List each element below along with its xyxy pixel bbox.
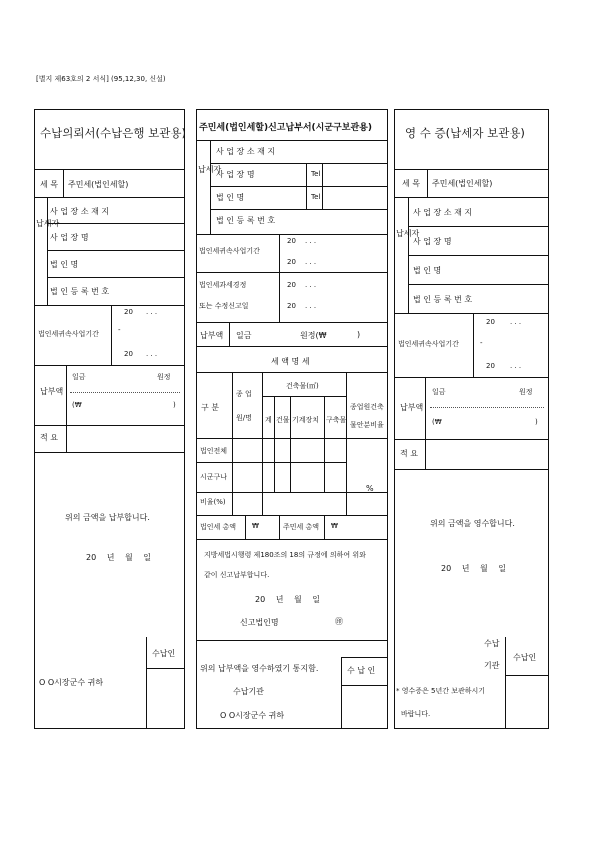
form-number-note: [별지 제63호의 2 서식] (95,12,30, 신설)	[36, 75, 166, 83]
row-corp-total: 법인전체	[200, 447, 228, 455]
col-sub-building: 건물	[276, 416, 290, 424]
left-date: 20 년 월 일	[86, 553, 151, 562]
mid-corp-registration-label: 법 인 등 록 번 호	[216, 216, 276, 225]
receipt-payment-label: 납부액	[400, 403, 424, 412]
correction-label-1: 법인세과세경정	[199, 281, 247, 289]
receiver-label: 수납인	[152, 649, 176, 658]
col-ratio-2: 물안분비율	[350, 421, 384, 429]
receipt-border	[394, 109, 549, 729]
mid-taxpayer-vertical-label: 납세자	[198, 165, 222, 174]
bank-copy-title: 수납의뢰서(수납은행 보관용)	[40, 126, 186, 140]
reporter-label: 신고법인명	[240, 618, 279, 627]
city-copy-title: 주민세(법인세할)신고납부서(시군구보관용)	[199, 123, 372, 133]
mid-receiver-label: 수 납 인	[347, 666, 376, 675]
declaration-line-1: 지방세법시행령 제180조의 18의 규정에 의하여 위와	[204, 551, 366, 559]
corp-registration-label: 법 인 등 록 번 호	[50, 287, 110, 296]
receipt-remarks-label: 적 요	[400, 449, 418, 458]
receipt-taxpayer-vertical-label: 납세자	[396, 229, 420, 238]
col-sub-structure: 구축물	[326, 416, 347, 424]
col-employees-1: 종 업	[236, 390, 252, 398]
correction-label-2: 또는 수정신고일	[199, 302, 249, 310]
corporation-name-label: 법 인 명	[50, 260, 79, 269]
receipt-receiver-label: 수납인	[513, 653, 537, 662]
seal-mark: ㊞	[335, 617, 343, 626]
detail-title: 세 액 명 세	[271, 357, 310, 366]
payment-label: 납부액	[40, 387, 64, 396]
receipt-title: 영 수 증(납세자 보관용)	[405, 126, 525, 140]
mid-addressee: O O시장군수 귀하	[220, 711, 285, 720]
receipt-tax-item-value: 주민세(법인세할)	[432, 179, 493, 188]
remarks-label: 적 요	[40, 433, 58, 442]
tax-item-label: 세 목	[40, 180, 58, 189]
col-area: 건축물(㎡)	[286, 382, 319, 390]
mid-tax-period-label: 법인세귀속사업기간	[199, 247, 260, 255]
col-gubun: 구 분	[201, 403, 219, 412]
mid-business-name-label: 사 업 장 명	[216, 170, 255, 179]
receipt-corporation-name-label: 법 인 명	[413, 266, 442, 275]
bank-copy-border	[34, 109, 185, 729]
tel-label-1: Tel	[311, 170, 321, 178]
resident-tax-total-label: 주민세 총액	[283, 523, 320, 531]
taxpayer-vertical-label: 납세자	[36, 219, 60, 228]
receipt-tax-period-label: 법인세귀속사업기간	[398, 340, 459, 348]
receipt-agency-2: 기관	[484, 661, 500, 670]
mid-corporation-name-label: 법 인 명	[216, 193, 245, 202]
receipt-date: 20 년 월 일	[441, 564, 506, 573]
business-name-label: 사 업 장 명	[50, 233, 89, 242]
tax-period-label: 법인세귀속사업기간	[38, 330, 99, 338]
mid-date: 20 년 월 일	[255, 595, 320, 604]
receipt-agency-1: 수납	[484, 639, 500, 648]
col-sub-machine: 기계장치	[292, 416, 320, 424]
tax-item-value: 주민세(법인세할)	[68, 180, 129, 189]
address-field-label: 사 업 장 소 재 지	[50, 207, 110, 216]
mid-receiving-agency: 수납기관	[233, 687, 264, 696]
mid-address-label: 사 업 장 소 재 지	[216, 147, 276, 156]
declaration-line-2: 같이 신고납부합니다.	[204, 571, 270, 579]
receipt-note: 위의 납부액을 영수하였기 통지함.	[200, 664, 319, 673]
percent-sign: %	[366, 484, 374, 493]
mid-payment-label: 납부액	[200, 331, 224, 340]
col-sub-total: 계	[265, 416, 272, 424]
receipt-corp-registration-label: 법 인 등 록 번 호	[413, 295, 473, 304]
keep-note-2: 바랍니다.	[401, 710, 431, 718]
col-employees-2: 원/명	[236, 414, 252, 422]
receipt-address-label: 사 업 장 소 재 지	[413, 208, 473, 217]
tel-label-2: Tel	[311, 193, 321, 201]
corp-tax-total-label: 법인세 총액	[200, 523, 237, 531]
left-addressee: O O시장군수 귀하	[39, 678, 104, 687]
receipt-business-name-label: 사 업 장 명	[413, 237, 452, 246]
payment-notice: 위의 금액을 납부합니다.	[65, 513, 150, 522]
receipt-tax-item-label: 세 목	[402, 179, 420, 188]
receipt-notice: 위의 금액을 영수합니다.	[430, 519, 515, 528]
keep-note-1: * 영수증은 5년간 보관하시기	[396, 687, 486, 695]
col-ratio-1: 종업원건축	[350, 403, 384, 411]
row-city: 시군구나	[200, 473, 228, 481]
row-ratio: 비율(%)	[200, 498, 226, 506]
